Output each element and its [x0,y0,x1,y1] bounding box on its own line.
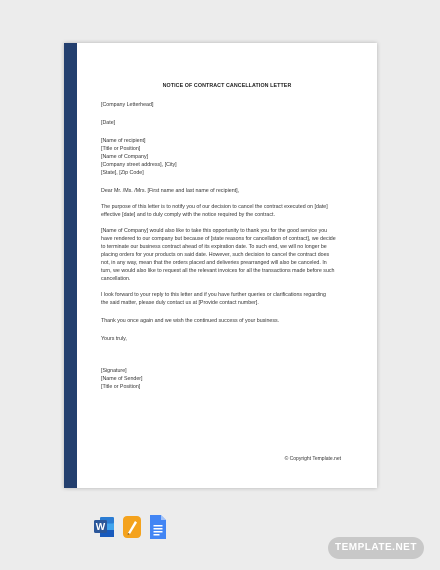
google-docs-icon[interactable] [148,514,168,540]
date-line: [Date] [101,120,116,126]
document-accent-bar [64,43,77,488]
document-page [64,43,377,488]
paragraph-reply [101,291,353,307]
paragraph-purpose [101,203,353,219]
text-line: [Name of Company] would also like to take this opportunity to thank you for the good service you [101,228,328,234]
signature-line: [Name of Sender] [101,376,143,382]
text-line: turn, we would also like to request all the relevant invoices for all the transactions made before such [101,268,335,274]
text-line: cancellation. [101,276,131,282]
recipient-line: [Title or Position] [101,146,141,152]
copyright-notice: © Copyright Template.net [284,456,341,462]
signature-line: [Signature] [101,368,127,374]
text-line: effective [date] and to duly comply with the notice required by the contract. [101,212,275,218]
recipient-line: [Company street address], [City] [101,162,177,168]
signature-line: [Title or Position] [101,384,141,390]
text-line: I look forward to your reply to this letter and if you have further queries or clarifications regarding [101,292,326,298]
text-line: to terminate our business contract ahead of its expiration date. To such end, we will no longer be [101,244,327,250]
recipient-line: [Name of Company] [101,154,149,160]
template-net-badge[interactable]: TEMPLATE.NET [328,537,424,559]
text-line: not, in any way, mean that the orders placed and deliveries prearranged will also be canceled. In [101,260,327,266]
text-line: The purpose of this letter is to notify you of our decision to cancel the contract executed on [date] [101,204,328,210]
signature-block [101,367,353,391]
recipient-line: [Name of recipient] [101,138,146,144]
closing: Yours truly, [101,336,127,342]
text-line: placing orders for your products on said date. However, such decision to cancel the contract does [101,252,330,258]
recipient-block [101,137,353,177]
text-line: have rendered to our company but because of [state reasons for cancellation of contract], we decide [101,236,336,242]
letterhead: [Company Letterhead] [101,102,154,108]
recipient-line: [State], [Zip Code] [101,170,144,176]
document-body [101,101,353,391]
paragraph-thanks: Thank you once again and we wish the continued success of your business. [101,318,280,324]
svg-text:W: W [95,522,106,533]
text-line: the said matter, please duly contact us at [Provide contact number]. [101,300,259,306]
paragraph-reasons [101,227,353,283]
pages-icon[interactable] [122,514,142,540]
word-icon[interactable] [94,514,114,540]
salutation: Dear Mr. /Ms. /Mrs. [First name and last name of recipient], [101,188,240,194]
document-title: NOTICE OF CONTRACT CANCELLATION LETTER [162,83,292,89]
